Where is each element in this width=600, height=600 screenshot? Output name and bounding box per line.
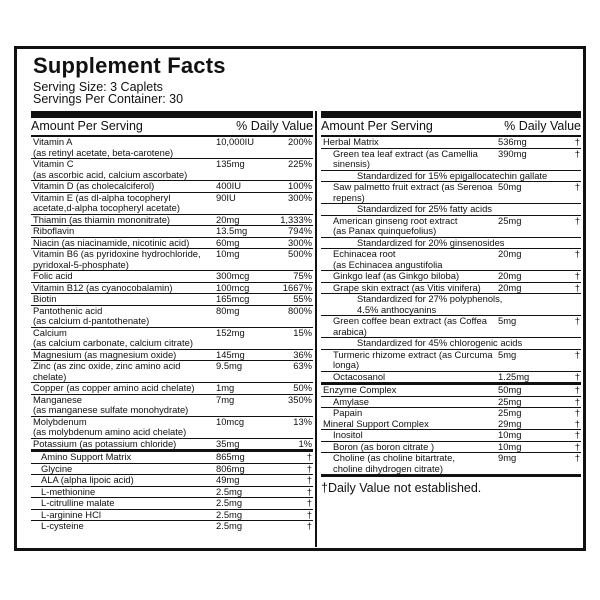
nutrient-name (31, 383, 216, 394)
amount-value: 2.5mg (216, 485, 243, 497)
table-row (321, 419, 581, 430)
table-row (321, 315, 581, 337)
nutrient-name (321, 216, 498, 237)
daily-value: 1% (298, 437, 312, 449)
nutrient-label: Riboflavin (33, 225, 75, 236)
table-row (31, 416, 313, 438)
table-row (31, 305, 313, 327)
amount-value: 1.25mg (498, 370, 530, 382)
nutrient-label: Green coffee bean extract (as Coffea arabica) (333, 315, 487, 337)
nutrient-name (31, 328, 216, 349)
thick-rule (321, 111, 581, 118)
nutrient-label: Turmeric rhizome extract (as Curcuma longa) (333, 348, 493, 370)
daily-value: 225% (288, 158, 312, 169)
amount-value: 100mcg (216, 281, 250, 293)
amount-value: 806mg (216, 462, 245, 474)
table-row (31, 237, 313, 249)
nutrient-name (321, 182, 498, 203)
nutrient-label: American ginseng root extract (333, 214, 458, 226)
nutrient-name (321, 372, 498, 383)
thick-rule (31, 111, 313, 118)
amount-value: 13.5mg (216, 225, 248, 236)
daily-value: 15% (293, 326, 312, 338)
nutrient-name (31, 159, 216, 180)
daily-value: † (574, 270, 580, 281)
daily-value: 1,333% (280, 213, 312, 225)
daily-value: † (574, 370, 580, 382)
amount-value: 10,000IU (216, 136, 255, 147)
daily-value: † (574, 214, 580, 226)
daily-value: 350% (288, 393, 312, 405)
nutrient-label: Pantothenic acid (33, 304, 103, 316)
nutrient-form: (as Panax quinquefolius) (333, 225, 437, 236)
daily-value: † (306, 485, 312, 497)
nutrient-label: Folic acid (33, 270, 73, 281)
table-row (31, 438, 313, 450)
amount-value: 135mg (216, 158, 245, 169)
daily-value: † (574, 147, 580, 159)
nutrient-label: Vitamin B6 (as pyridoxine hydrochloride, (33, 248, 201, 259)
daily-value: † (574, 452, 580, 463)
nutrient-name (31, 350, 216, 361)
right-header-amount: Amount Per Serving (321, 119, 433, 133)
table-row (31, 463, 313, 475)
table-row (31, 486, 313, 498)
amount-value: 90IU (216, 191, 236, 203)
daily-value: 63% (293, 360, 312, 371)
amount-value: 536mg (498, 136, 527, 147)
nutrient-name (321, 453, 498, 474)
nutrient-name (321, 442, 498, 453)
nutrient-name (31, 283, 216, 294)
nutrient-name (31, 498, 216, 509)
nutrient-name (321, 283, 498, 294)
daily-value: † (574, 440, 580, 452)
left-header-amount: Amount Per Serving (31, 119, 143, 133)
nutrient-label: Potassium (as potassium chloride) (33, 437, 177, 449)
nutrient-form: acetate,d-alpha tocopheryl acetate) (33, 202, 180, 213)
table-row (31, 382, 313, 394)
nutrient-label: L-methionine (41, 485, 96, 497)
daily-value: 500% (288, 248, 312, 259)
nutrient-form: (as retinyl acetate, beta-carotene) (33, 146, 174, 158)
nutrient-name (321, 149, 498, 170)
nutrient-name (31, 226, 216, 237)
amino-list (31, 449, 313, 532)
nutrient-label: Amino Support Matrix (41, 451, 132, 462)
table-row (321, 137, 581, 148)
standardization-line: Standardized for 27% polyphenols, (357, 293, 503, 304)
table-row (321, 441, 581, 453)
amount-value: 29mg (498, 417, 522, 429)
nutrient-label: Vitamin C (33, 158, 74, 169)
table-row (31, 214, 313, 226)
table-row (321, 282, 581, 294)
amount-value: 25mg (498, 407, 522, 418)
table-row (31, 520, 313, 532)
amount-value: 49mg (216, 474, 240, 485)
daily-value: † (574, 248, 580, 259)
herbal-list (321, 137, 581, 382)
nutrient-name (31, 137, 216, 158)
mineral-list (321, 419, 581, 475)
amount-value: 20mg (498, 270, 522, 281)
nutrient-name (31, 395, 216, 416)
amount-value: 80mg (216, 304, 240, 316)
nutrient-form: (as manganese sulfate monohydrate) (33, 404, 189, 415)
nutrient-name (321, 249, 498, 270)
nutrient-label: Magnesium (as magnesium oxide) (33, 348, 177, 360)
nutrient-name (31, 417, 216, 438)
table-row (31, 449, 313, 463)
table-row (321, 349, 581, 371)
standardization-note (321, 337, 581, 349)
nutrient-label: Boron (as boron citrate ) (333, 440, 435, 452)
table-row (321, 270, 581, 282)
amount-value: 50mg (498, 181, 522, 192)
table-row (321, 148, 581, 170)
nutrient-name (31, 439, 216, 450)
table-row (321, 396, 581, 408)
nutrient-label: Molybdenum (33, 415, 87, 427)
table-row (321, 248, 581, 270)
amount-value: 2.5mg (216, 508, 243, 520)
amount-value: 7mg (216, 393, 235, 405)
table-row (31, 270, 313, 282)
nutrient-label: Vitamin D (as cholecalciferol) (33, 180, 155, 191)
table-row (31, 349, 313, 361)
daily-value: † (574, 429, 580, 440)
nutrient-name (31, 521, 216, 532)
nutrient-name (321, 137, 498, 148)
nutrient-label: Copper (as copper amino acid chelate) (33, 382, 195, 393)
nutrient-label: L-citrulline malate (41, 497, 115, 508)
nutrient-label: Manganese (33, 393, 82, 405)
nutrient-label: Enzyme Complex (323, 384, 397, 395)
amount-value: 165mcg (216, 293, 250, 304)
standardization-note (321, 203, 581, 215)
nutrient-label: Niacin (as niacinamide, nicotinic acid) (33, 236, 190, 248)
table-row (31, 282, 313, 294)
enzyme-list (321, 382, 581, 419)
nutrient-form: (as ascorbic acid, calcium ascorbate) (33, 168, 188, 180)
daily-value: † (574, 181, 580, 192)
nutrient-name (31, 215, 216, 226)
daily-value: † (574, 348, 580, 360)
left-header-dv: % Daily Value (236, 119, 313, 133)
supplement-facts-panel (14, 46, 586, 551)
daily-value: † (574, 281, 580, 293)
table-row (321, 181, 581, 203)
amount-value: 10mg (498, 440, 522, 452)
table-row (31, 394, 313, 416)
daily-value: † (306, 462, 312, 474)
daily-value: † (574, 417, 580, 429)
nutrient-name (31, 464, 216, 475)
nutrient-label: Ginkgo leaf (as Ginkgo biloba) (333, 270, 460, 281)
nutrient-name (31, 510, 216, 521)
nutrient-label: Herbal Matrix (323, 136, 379, 147)
nutrient-name (31, 294, 216, 305)
right-header-dv: % Daily Value (504, 119, 581, 133)
nutrient-label: Inositol (333, 429, 363, 440)
daily-value: 794% (288, 225, 312, 236)
amount-value: 10mcg (216, 415, 245, 427)
nutrient-form: pyridoxal-5-phosphate) (33, 258, 129, 270)
table-row (31, 509, 313, 521)
amount-value: 9mg (498, 452, 517, 463)
nutrient-label: Papain (333, 407, 363, 418)
amount-value: 300mcg (216, 270, 250, 281)
left-nutrient-list (31, 137, 313, 449)
amount-value: 50mg (498, 384, 522, 395)
left-header (31, 118, 313, 137)
table-row (31, 327, 313, 349)
nutrient-name (31, 249, 216, 270)
nutrient-label: Green tea leaf extract (as Camellia sinensis) (333, 147, 478, 169)
amount-value: 25mg (498, 214, 522, 226)
table-row (31, 474, 313, 486)
nutrient-label: Vitamin B12 (as cyanocobalamin) (33, 281, 173, 293)
table-row (321, 371, 581, 383)
amount-value: 20mg (498, 248, 522, 259)
right-header (321, 118, 581, 137)
daily-value: † (574, 315, 580, 326)
nutrient-form: (as molybdenum amino acid chelate) (33, 426, 187, 437)
nutrient-label: Vitamin A (33, 136, 73, 147)
nutrient-name (31, 181, 216, 192)
nutrient-label: Biotin (33, 293, 57, 304)
amount-value: 10mg (216, 248, 240, 259)
nutrient-label: Saw palmetto fruit extract (as Serenoa repens) (333, 181, 493, 203)
nutrient-name (31, 193, 216, 214)
amount-value: 10mg (498, 429, 522, 440)
standardization-note (321, 293, 581, 315)
amount-value: 35mg (216, 437, 240, 449)
nutrient-label: Choline (as choline bitartrate, (333, 452, 455, 463)
daily-value: 1667% (282, 281, 312, 293)
amount-value: 2.5mg (216, 520, 243, 531)
amount-value: 2.5mg (216, 497, 243, 508)
nutrient-form: choline dihydrogen citrate) (333, 462, 443, 474)
daily-value: † (306, 520, 312, 531)
standardization-line: Standardized for 25% fatty acids (357, 203, 492, 214)
daily-value: † (306, 497, 312, 508)
amount-value: 400IU (216, 180, 242, 191)
servings-per-container: Servings Per Container: 30 (33, 92, 184, 106)
nutrient-label: Zinc (as zinc oxide, zinc amino acid chelate) (33, 360, 181, 382)
nutrient-name (321, 408, 498, 419)
nutrient-name (31, 475, 216, 486)
daily-value: † (574, 136, 580, 147)
daily-value: † (574, 407, 580, 418)
nutrient-name (321, 350, 498, 371)
nutrient-name (31, 487, 216, 498)
nutrient-name (321, 385, 498, 396)
nutrient-form: (as Echinacea angustifolia (333, 258, 443, 270)
nutrient-label: Thiamin (as thiamin mononitrate) (33, 213, 171, 225)
table-row (31, 158, 313, 180)
amount-value: 145mg (216, 348, 245, 360)
standardization-line: Standardized for 15% epigallocatechin gallate (357, 169, 548, 181)
daily-value: † (574, 395, 580, 407)
serving-size: Serving Size: 3 Caplets (33, 80, 163, 94)
nutrient-label: L-arginine HCl (41, 508, 101, 520)
footnote: †Daily Value not established. (321, 474, 581, 496)
nutrient-label: ALA (alpha lipoic acid) (41, 474, 134, 485)
daily-value: † (306, 451, 312, 462)
table-row (321, 215, 581, 237)
amount-value: 60mg (216, 236, 240, 248)
table-row (321, 382, 581, 396)
table-row (31, 293, 313, 305)
nutrient-label: Octacosanol (333, 370, 386, 382)
nutrient-name (321, 397, 498, 408)
table-row (31, 225, 313, 237)
daily-value: † (574, 384, 580, 395)
table-row (31, 497, 313, 509)
right-column (321, 111, 581, 496)
amount-value: 152mg (216, 326, 245, 338)
amount-value: 9.5mg (216, 360, 243, 371)
daily-value: 200% (288, 136, 312, 147)
daily-value: 100% (288, 180, 312, 191)
amount-value: 5mg (498, 348, 517, 360)
table-row (321, 407, 581, 419)
nutrient-name (321, 271, 498, 282)
nutrient-label: Glycine (41, 462, 73, 474)
table-row (31, 192, 313, 214)
amount-value: 25mg (498, 395, 522, 407)
standardization-note (321, 237, 581, 249)
nutrient-form: (as calcium d-pantothenate) (33, 315, 150, 326)
daily-value: 50% (293, 382, 312, 393)
table-row (31, 137, 313, 158)
amount-value: 390mg (498, 147, 527, 159)
nutrient-label: Mineral Support Complex (323, 417, 429, 429)
nutrient-name (31, 452, 216, 463)
daily-value: 75% (293, 270, 312, 281)
nutrient-name (31, 271, 216, 282)
daily-value: 300% (288, 191, 312, 203)
nutrient-name (321, 419, 498, 430)
amount-value: 20mg (216, 213, 240, 225)
amount-value: 5mg (498, 315, 517, 326)
daily-value: 36% (293, 348, 312, 360)
nutrient-label: Amylase (333, 395, 369, 407)
amount-value: 1mg (216, 382, 235, 393)
nutrient-label: Calcium (33, 326, 67, 338)
table-row (321, 429, 581, 441)
nutrient-form: (as calcium carbonate, calcium citrate) (33, 337, 193, 348)
daily-value: 13% (293, 415, 312, 427)
table-row (31, 248, 313, 270)
table-row (31, 360, 313, 382)
left-column (31, 111, 313, 532)
daily-value: 300% (288, 236, 312, 248)
daily-value: † (306, 508, 312, 520)
standardization-line: 4.5% anthocyanins (357, 303, 437, 315)
nutrient-label: Vitamin E (as dl-alpha tocopheryl (33, 191, 171, 203)
nutrient-name (321, 316, 498, 337)
table-row (31, 180, 313, 192)
standardization-note (321, 170, 581, 182)
daily-value: 55% (293, 293, 312, 304)
daily-value: 800% (288, 304, 312, 316)
nutrient-name (321, 430, 498, 441)
nutrient-name (31, 361, 216, 382)
nutrient-label: Grape skin extract (as Vitis vinifera) (333, 281, 481, 293)
nutrient-label: L-cysteine (41, 520, 84, 531)
standardization-line: Standardized for 45% chlorogenic acids (357, 337, 523, 348)
amount-value: 20mg (498, 281, 522, 293)
nutrient-label: Echinacea root (333, 248, 396, 259)
amount-value: 865mg (216, 451, 245, 462)
standardization-line: Standardized for 20% ginsenosides (357, 236, 505, 248)
nutrient-name (31, 306, 216, 327)
nutrient-name (31, 238, 216, 249)
table-row (321, 452, 581, 474)
column-divider (315, 111, 317, 547)
daily-value: † (306, 474, 312, 485)
panel-title: Supplement Facts (33, 53, 226, 78)
